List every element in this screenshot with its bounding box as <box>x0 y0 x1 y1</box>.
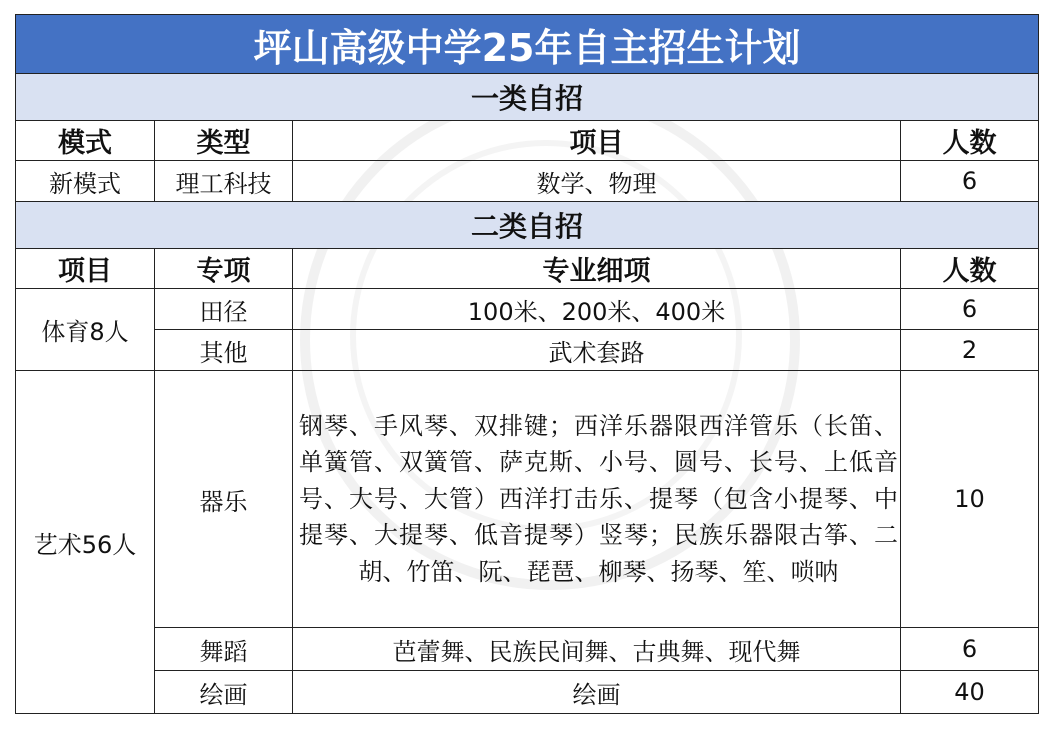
section2-heading-row <box>16 202 1039 249</box>
sports-label: 体育8人 <box>16 289 155 371</box>
instrument-detail-text: 钢琴、手风琴、双排键；西洋乐器限西洋管乐（长笛、单簧管、双簧管、萨克斯、小号、圆号、长号、上低音号、大号、大管）西洋打击乐、提琴（包含小提琴、中提琴、大提琴、低音提琴）竖琴；民族乐器限古筝、二胡、竹笛、阮、琵琶、柳琴、扬琴、笙、唢呐 <box>299 411 898 586</box>
section2-heading: 二类自招 <box>16 202 1039 249</box>
header-type: 类型 <box>155 121 293 161</box>
title-row <box>16 15 1039 74</box>
header-specialty: 专项 <box>155 249 293 289</box>
cell-item: 数学、物理 <box>293 161 901 202</box>
table-row <box>16 289 1039 330</box>
header-item: 项目 <box>293 121 901 161</box>
cell-specialty: 绘画 <box>155 671 293 714</box>
cell-detail: 武术套路 <box>293 330 901 371</box>
cell-specialty: 舞蹈 <box>155 628 293 671</box>
section2-header-row <box>16 249 1039 289</box>
cell-count: 10 <box>901 371 1039 628</box>
table-row <box>16 330 1039 371</box>
header-detail: 专业细项 <box>293 249 901 289</box>
table-row <box>16 671 1039 714</box>
cell-type: 理工科技 <box>155 161 293 202</box>
section1-heading-row <box>16 74 1039 121</box>
cell-detail: 芭蕾舞、民族民间舞、古典舞、现代舞 <box>293 628 901 671</box>
table-row <box>16 371 1039 628</box>
cell-count: 6 <box>901 289 1039 330</box>
enrollment-plan-table <box>15 14 1039 714</box>
cell-count: 6 <box>901 628 1039 671</box>
header-count: 人数 <box>901 121 1039 161</box>
cell-specialty: 其他 <box>155 330 293 371</box>
cell-detail: 绘画 <box>293 671 901 714</box>
cell-count: 2 <box>901 330 1039 371</box>
section1-heading: 一类自招 <box>16 74 1039 121</box>
cell-specialty: 器乐 <box>155 371 293 628</box>
header-mode: 模式 <box>16 121 155 161</box>
header-item: 项目 <box>16 249 155 289</box>
cell-count: 40 <box>901 671 1039 714</box>
art-label: 艺术56人 <box>16 371 155 714</box>
cell-detail: 100米、200米、400米 <box>293 289 901 330</box>
cell-specialty: 田径 <box>155 289 293 330</box>
cell-detail <box>293 371 901 628</box>
section1-header-row <box>16 121 1039 161</box>
page-title: 坪山高级中学25年自主招生计划 <box>16 15 1039 74</box>
cell-mode: 新模式 <box>16 161 155 202</box>
table-row <box>16 161 1039 202</box>
enrollment-plan-sheet <box>15 14 1038 714</box>
cell-count: 6 <box>901 161 1039 202</box>
header-count: 人数 <box>901 249 1039 289</box>
table-row <box>16 628 1039 671</box>
